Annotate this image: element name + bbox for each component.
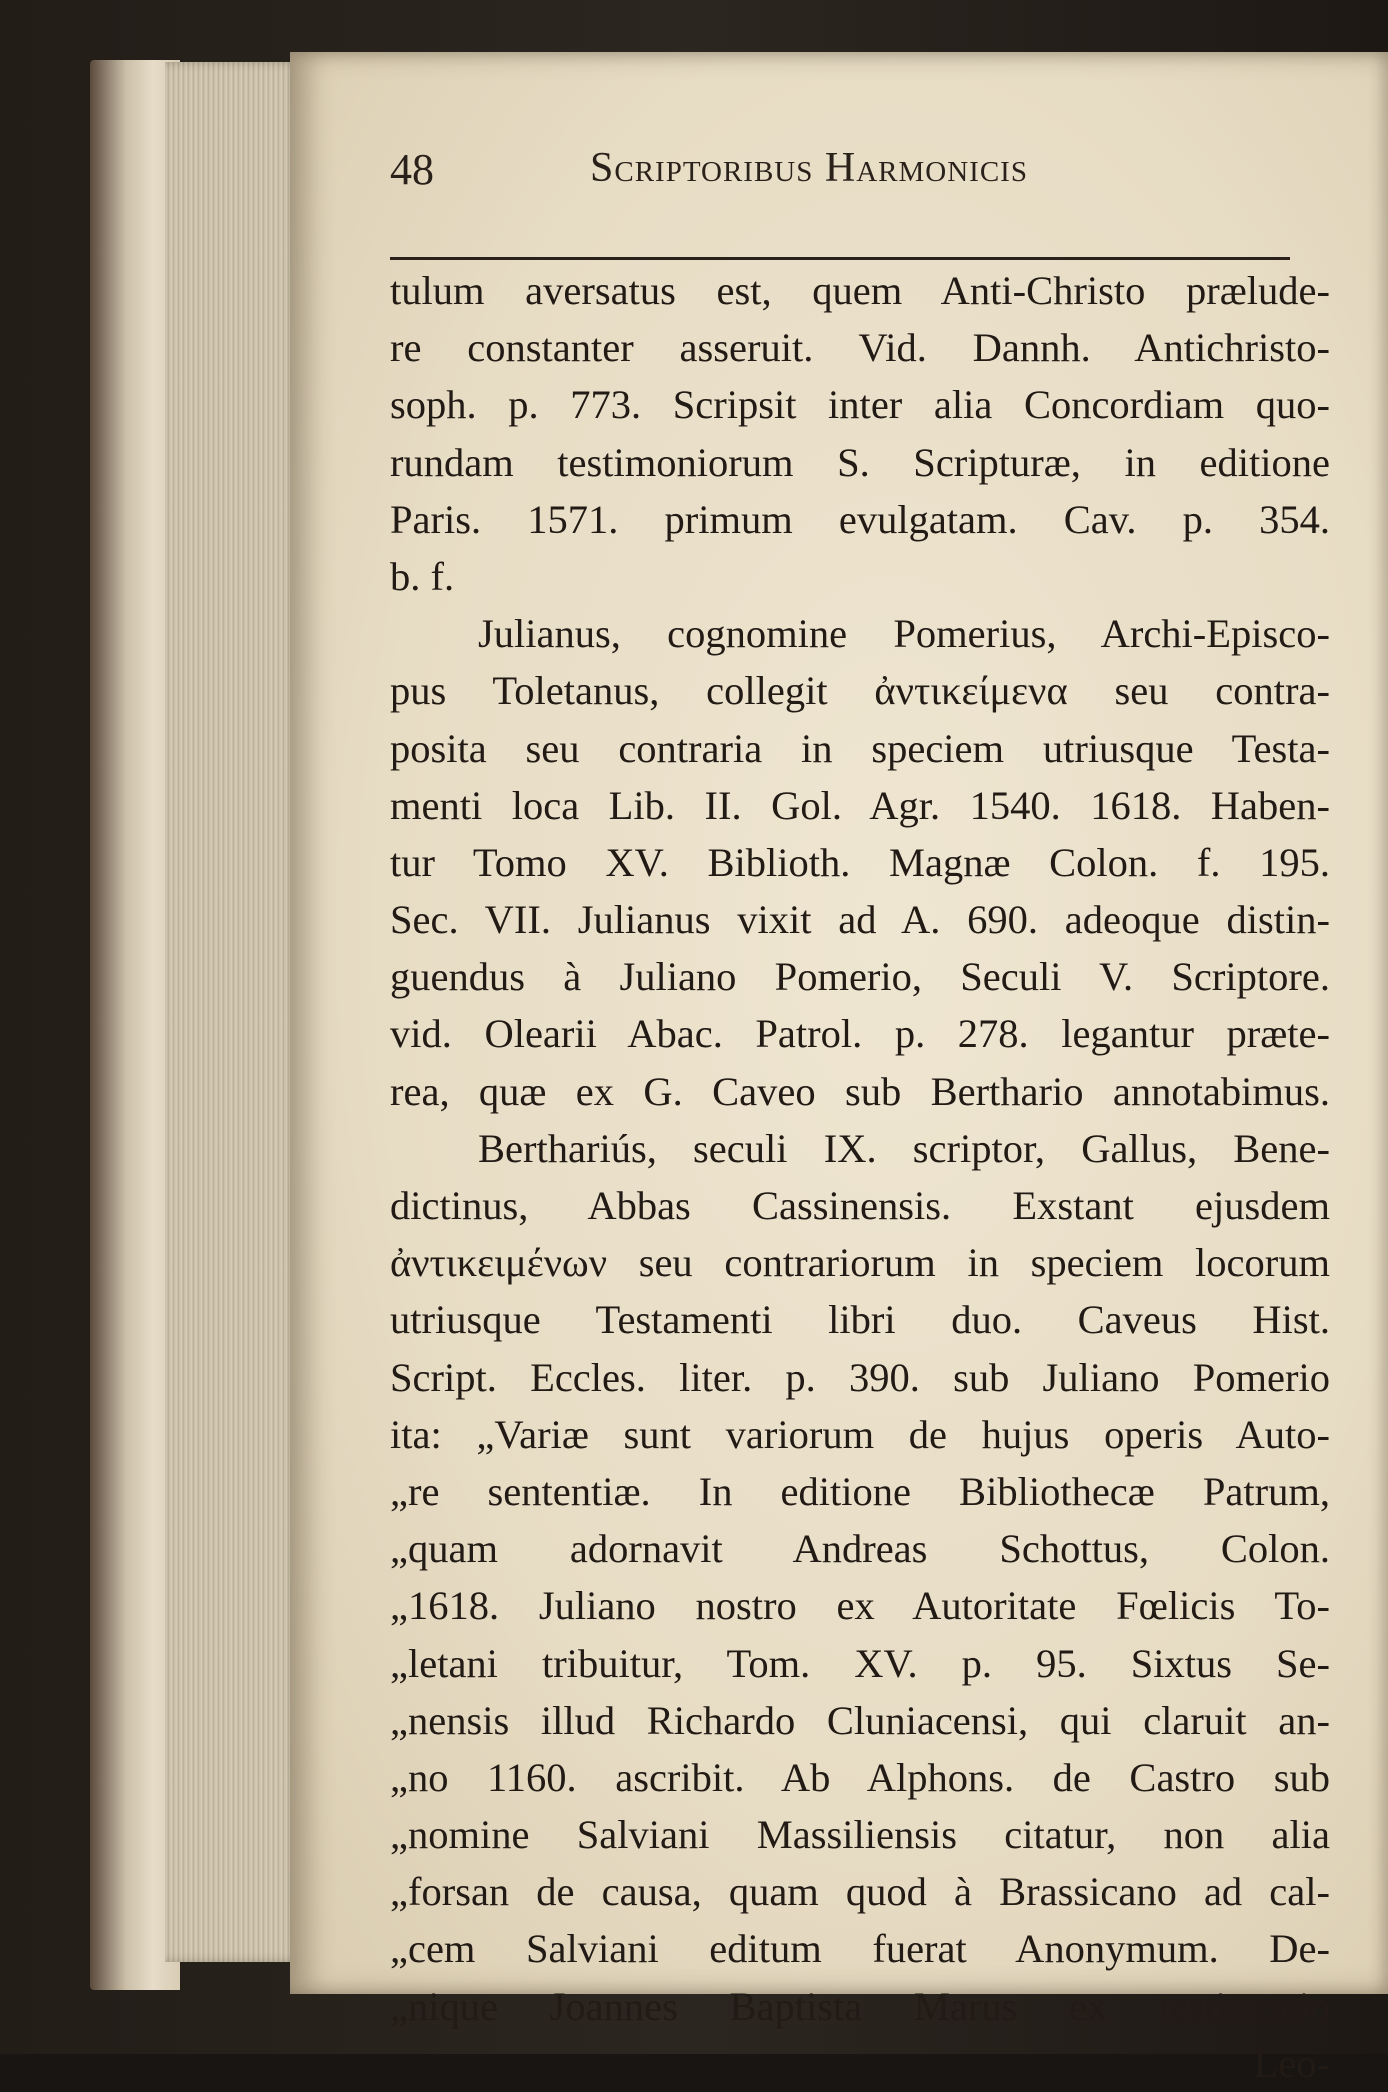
text-line: „forsan de causa, quam quod à Brassicano ad cal- bbox=[390, 1869, 1330, 1915]
catchword: Leo- bbox=[1253, 2040, 1330, 2086]
page-number: 48 bbox=[390, 145, 434, 194]
book-page bbox=[290, 52, 1388, 2086]
body-text bbox=[390, 262, 1330, 2092]
text-line: Julianus, cognomine Pomerius, Archi-Episco- bbox=[478, 611, 1330, 657]
text-line: menti loca Lib. II. Gol. Agr. 1540. 1618. Haben- bbox=[390, 782, 1330, 828]
text-line: Script. Eccles. liter. p. 390. sub Juliano Pomerio bbox=[390, 1354, 1330, 1400]
text-line: pus Toletanus, collegit ἀντικείμενα seu contra- bbox=[390, 668, 1330, 714]
text-line: b. f. bbox=[390, 553, 455, 599]
text-line: „letani tribuitur, Tom. XV. p. 95. Sixtus Se- bbox=[390, 1640, 1330, 1686]
running-title: Scriptoribus Harmonicis bbox=[590, 145, 1028, 191]
header-rule bbox=[390, 257, 1290, 260]
text-line: Sec. VII. Julianus vixit ad A. 690. adeoque distin- bbox=[390, 897, 1330, 943]
text-line: utriusque Testamenti libri duo. Caveus Hist. bbox=[390, 1297, 1330, 1343]
text-line: ἀντικειμένων seu contrariorum in speciem locorum bbox=[390, 1240, 1330, 1286]
text-line: rundam testimoniorum S. Scripturæ, in editione bbox=[390, 439, 1330, 485]
text-line: rea, quæ ex G. Caveo sub Berthario annotabimus. bbox=[390, 1068, 1330, 1114]
text-line: tur Tomo XV. Biblioth. Magnæ Colon. f. 195. bbox=[390, 839, 1330, 885]
text-line: „nique Joannes Baptista Marus ex testimonio bbox=[390, 1983, 1330, 2029]
text-line: „no 1160. ascribit. Ab Alphons. de Castro sub bbox=[390, 1754, 1330, 1800]
text-line: „re sententiæ. In editione Bibliothecæ Patrum, bbox=[390, 1468, 1330, 1514]
text-line: Berthariús, seculi IX. scriptor, Gallus, Bene- bbox=[478, 1125, 1330, 1171]
text-line: dictinus, Abbas Cassinensis. Exstant ejusdem bbox=[390, 1183, 1330, 1228]
text-line: soph. p. 773. Scripsit inter alia Concordiam quo- bbox=[390, 382, 1330, 428]
text-line: re constanter asseruit. Vid. Dannh. Antichristo- bbox=[390, 325, 1330, 371]
text-line: „cem Salviani editum fuerat Anonymum. De- bbox=[390, 1926, 1330, 1972]
text-line: „nomine Salviani Massiliensis citatur, non alia bbox=[390, 1812, 1330, 1858]
text-line: „quam adornavit Andreas Schottus, Colon. bbox=[390, 1526, 1330, 1572]
text-line: ita: „Variæ sunt variorum de hujus operis Auto- bbox=[390, 1411, 1330, 1457]
text-line: guendus à Juliano Pomerio, Seculi V. Scriptore. bbox=[390, 954, 1330, 1000]
text-line: vid. Olearii Abac. Patrol. p. 278. legantur præte- bbox=[390, 1011, 1330, 1057]
text-line: Paris. 1571. primum evulgatam. Cav. p. 354. bbox=[390, 496, 1330, 542]
page-edges bbox=[165, 62, 300, 1962]
page-header bbox=[390, 144, 1290, 214]
text-line: „nensis illud Richardo Cluniacensi, qui claruit an- bbox=[390, 1697, 1330, 1743]
text-line: posita seu contraria in speciem utriusque Testa- bbox=[390, 725, 1330, 771]
text-line: „1618. Juliano nostro ex Autoritate Fœlicis To- bbox=[390, 1583, 1330, 1629]
text-line: tulum aversatus est, quem Anti-Christo prælude- bbox=[390, 268, 1330, 313]
